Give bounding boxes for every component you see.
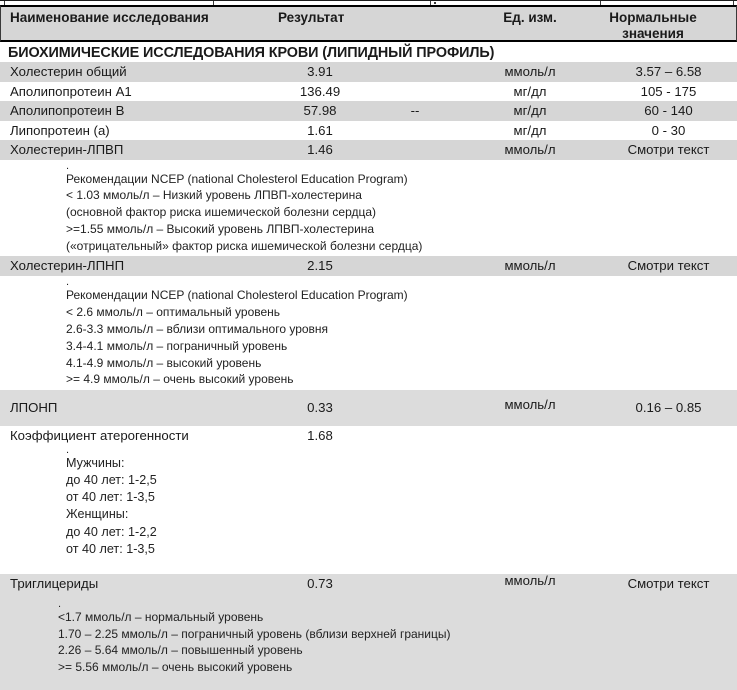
column-header-normal-values xyxy=(600,10,736,41)
normal-values-line2: значения xyxy=(622,25,684,41)
note-line: >=1.55 ммоль/л – Высокий уровень ЛПВП-холестерина xyxy=(66,221,375,236)
test-name-cell: Холестерин общий xyxy=(10,64,127,79)
cell-divider-tick xyxy=(213,1,214,5)
test-name-cell: ЛПОНП xyxy=(10,400,58,416)
table-row-apolipoprotein-a1 xyxy=(0,82,737,102)
note-line: Рекомендации NCEP (national Cholesterol Education Program) xyxy=(66,171,408,186)
cell-divider-tick xyxy=(733,1,734,5)
note-line: 1.70 – 2.25 ммоль/л – пограничный уровень (вблизи верхней границы) xyxy=(58,626,451,641)
units-cell: ммоль/л xyxy=(504,258,556,274)
result-cell: 1.61 xyxy=(307,122,333,138)
note-dot: . xyxy=(58,597,62,610)
normal-range-cell: 60 - 140 xyxy=(644,103,693,118)
note-line: 2.26 – 5.64 ммоль/л – повышенный уровень xyxy=(58,643,303,658)
test-name-cell: Холестерин-ЛПВП xyxy=(10,142,124,157)
ldl-notes-block xyxy=(0,276,737,388)
flag-cell xyxy=(370,256,460,276)
note-line: < 2.6 ммоль/л – оптимальный уровень xyxy=(66,305,281,320)
units-cell xyxy=(460,426,600,446)
section-title: БИОХИМИЧЕСКИЕ ИССЛЕДОВАНИЯ КРОВИ (ЛИПИДНЫЙ ПРОФИЛЬ) xyxy=(8,45,495,61)
flag-cell xyxy=(370,121,460,141)
table-row-atherogenic-index xyxy=(0,426,737,446)
column-header-units: Ед. изм. xyxy=(503,10,557,25)
result-cell: 3.91 xyxy=(307,64,333,79)
cell-divider-tick xyxy=(4,1,5,5)
table-row-apolipoprotein-b xyxy=(0,101,737,121)
previous-table-remnant xyxy=(0,0,737,5)
triglycerides-section xyxy=(0,574,737,690)
cell-divider-tick xyxy=(430,1,431,5)
units-cell: ммоль/л xyxy=(504,142,556,157)
result-cell: 2.15 xyxy=(307,258,333,274)
flag-cell xyxy=(370,426,460,446)
note-line: до 40 лет: 1-2,5 xyxy=(66,472,157,487)
note-line: 3.4-4.1 ммоль/л – пограничный уровень xyxy=(66,338,288,353)
flag-cell xyxy=(370,62,460,82)
test-name-cell: Аполипопротеин А1 xyxy=(10,83,132,99)
note-line: 4.1-4.9 ммоль/л – высокий уровень xyxy=(66,355,262,370)
result-cell: 0.33 xyxy=(307,400,333,416)
normal-values-line1: Нормальные xyxy=(609,10,697,25)
note-line: Мужчины: xyxy=(66,455,125,470)
test-name-cell: Триглицериды xyxy=(10,575,99,591)
triglycerides-notes-block xyxy=(0,594,737,676)
flag-cell xyxy=(370,574,460,594)
hdl-notes-block xyxy=(0,160,737,255)
cell-divider-tick xyxy=(600,1,601,5)
table-row-triglycerides xyxy=(0,574,737,594)
column-header-flag xyxy=(370,10,460,41)
note-dot: . xyxy=(66,276,70,289)
note-dot: . xyxy=(66,443,70,456)
column-header-result: Результат xyxy=(278,10,345,25)
table-row-total-cholesterol xyxy=(0,62,737,82)
result-cell: 136.49 xyxy=(299,83,341,99)
normal-range-cell: 105 - 175 xyxy=(640,83,697,99)
result-cell: 1.46 xyxy=(307,142,333,157)
result-cell: 0.73 xyxy=(307,575,333,591)
note-line: < 1.03 ммоль/л – Низкий уровень ЛПВП-холестерина xyxy=(66,188,362,203)
note-line: до 40 лет: 1-2,2 xyxy=(66,524,157,539)
units-cell: мг/дл xyxy=(513,83,547,99)
note-line: Женщины: xyxy=(66,507,129,522)
units-cell: ммоль/л xyxy=(504,64,556,79)
note-line: от 40 лет: 1-3,5 xyxy=(66,541,155,556)
flag-cell: -- xyxy=(410,103,420,118)
units-cell: мг/дл xyxy=(513,122,547,138)
normal-range-cell: 0 - 30 xyxy=(651,122,686,138)
normal-range-cell: 0.16 – 0.85 xyxy=(635,400,702,416)
normal-range-cell: Смотри текст xyxy=(627,575,710,591)
table-row-vldl xyxy=(0,390,737,426)
table-row-ldl-cholesterol xyxy=(0,256,737,276)
table-header-row xyxy=(0,5,737,42)
result-cell: 1.68 xyxy=(307,428,333,444)
normal-range-cell: Смотри текст xyxy=(627,258,710,274)
normal-range-cell: 3.57 – 6.58 xyxy=(635,64,702,79)
flag-cell xyxy=(370,82,460,102)
flag-cell xyxy=(370,140,460,160)
note-line: от 40 лет: 1-3,5 xyxy=(66,490,155,505)
atherogenic-index-notes-block xyxy=(0,443,737,558)
test-name-cell: Коэффициент атерогенности xyxy=(10,428,189,444)
stray-period-mark xyxy=(434,2,436,4)
note-line: Рекомендации NCEP (national Cholesterol Education Program) xyxy=(66,288,408,303)
note-line: <1.7 ммоль/л – нормальный уровень xyxy=(58,609,264,624)
note-line: 2.6-3.3 ммоль/л – вблизи оптимального уровня xyxy=(66,322,329,337)
note-dot: . xyxy=(66,159,70,172)
table-row-hdl-cholesterol xyxy=(0,140,737,160)
units-cell: ммоль/л xyxy=(504,397,556,413)
note-line: (основной фактор риска ишемической болезни сердца) xyxy=(66,205,377,220)
test-name-cell: Аполипопротеин В xyxy=(10,103,125,118)
normal-range-cell xyxy=(600,426,737,446)
test-name-cell: Холестерин-ЛПНП xyxy=(10,258,125,274)
column-header-test-name: Наименование исследования xyxy=(10,10,209,25)
note-line: >= 4.9 ммоль/л – очень высокий уровень xyxy=(66,372,294,387)
table-row-lipoprotein-a xyxy=(0,121,737,141)
units-cell: мг/дл xyxy=(513,103,547,118)
flag-cell xyxy=(370,390,460,426)
result-cell: 57.98 xyxy=(303,103,337,118)
test-name-cell: Липопротеин (а) xyxy=(10,122,110,138)
note-line: («отрицательный» фактор риска ишемической болезни сердца) xyxy=(66,238,423,253)
note-line: >= 5.56 ммоль/л – очень высокий уровень xyxy=(58,660,293,675)
units-cell: ммоль/л xyxy=(504,572,556,588)
normal-range-cell: Смотри текст xyxy=(627,142,710,157)
